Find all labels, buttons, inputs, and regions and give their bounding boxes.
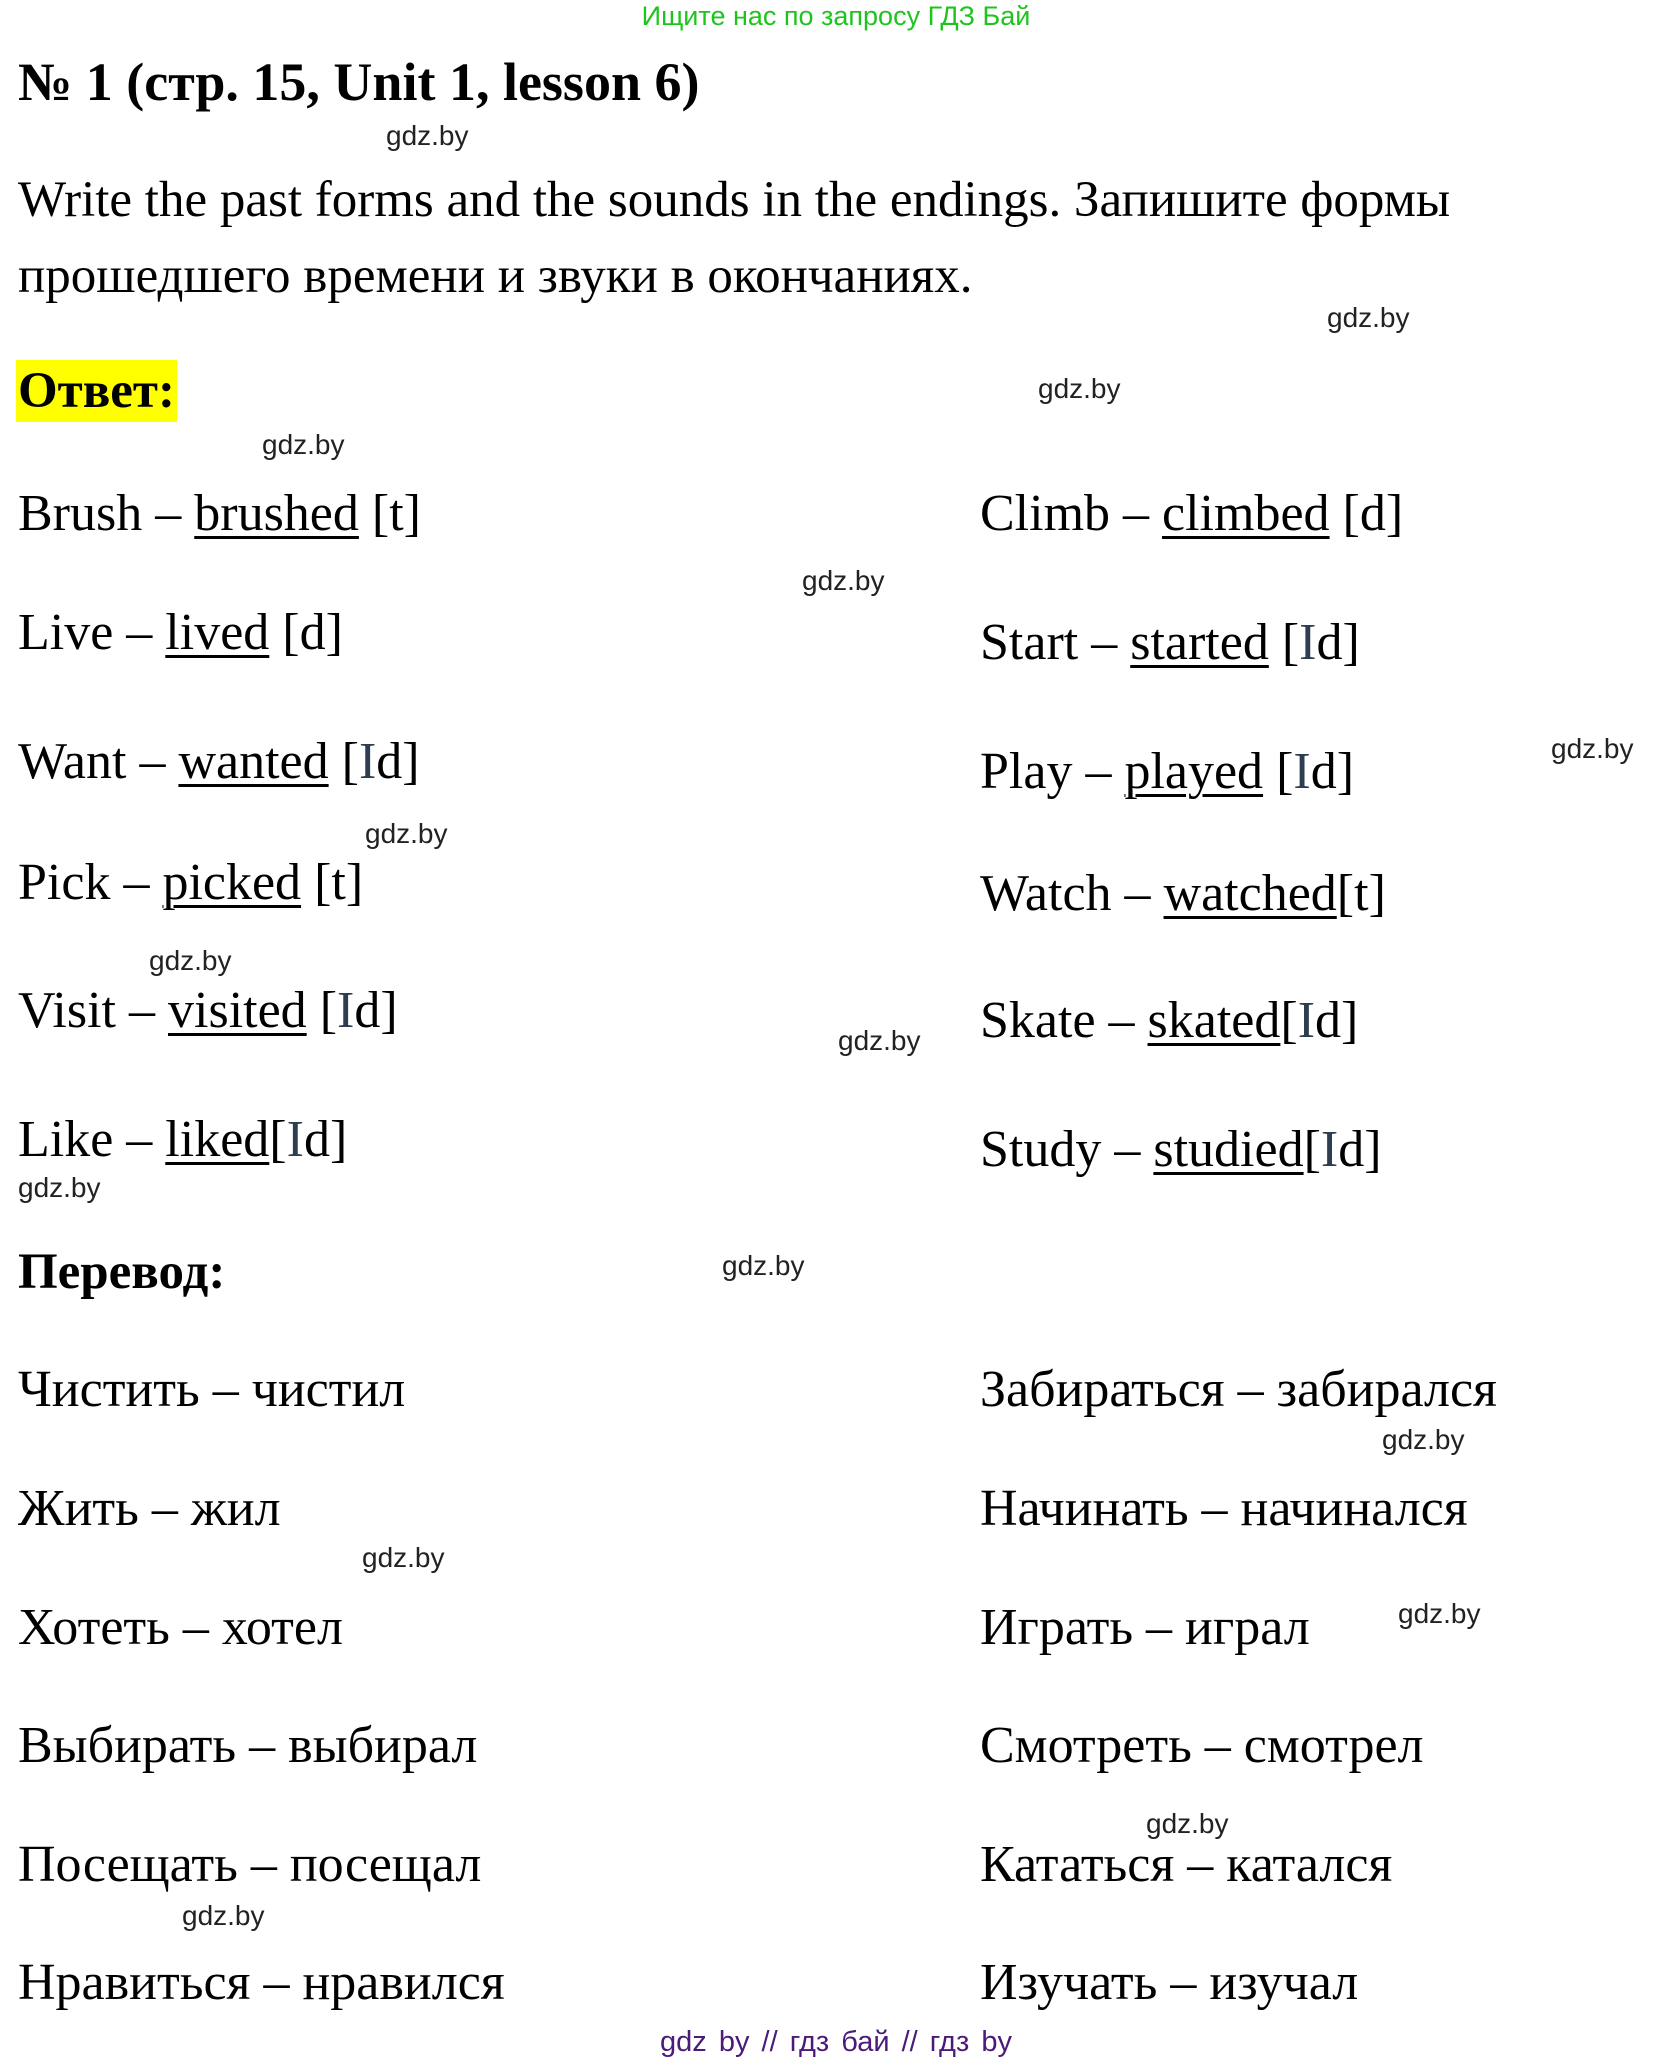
bracket-close: ] [402, 733, 420, 790]
watermark: gdz.by [386, 120, 469, 151]
ending-sound: d [1310, 743, 1337, 800]
search-banner: Ищите нас по запросу ГДЗ Бай [641, 1, 1031, 31]
bracket-close: ] [1342, 614, 1360, 671]
verb-past: started [1130, 614, 1269, 671]
bracket-close: ] [380, 982, 398, 1039]
bracket-open: [ [1303, 1121, 1321, 1178]
verb-base: Visit [18, 982, 117, 1039]
verb-base: Study [980, 1121, 1102, 1178]
ending-sound: d [1338, 1121, 1365, 1178]
watermark: gdz.by [1146, 1808, 1229, 1839]
ending-sound: d [1359, 485, 1386, 542]
translation-item: Забираться – забирался [980, 1361, 1497, 1418]
verb-past: liked [165, 1111, 270, 1168]
verb-past: wanted [178, 733, 329, 790]
translation-item: Хотеть – хотел [18, 1599, 343, 1656]
translation-item: Кататься – катался [980, 1836, 1393, 1893]
watermark: gdz.by [365, 818, 448, 849]
bracket-close: ] [325, 604, 343, 661]
bracket-open: [ [358, 485, 390, 542]
verb-past: visited [168, 982, 307, 1039]
verb-row [980, 611, 1360, 675]
bracket-close: ] [1341, 992, 1359, 1049]
ending-sound: t [389, 485, 404, 542]
verb-base: Like [18, 1111, 114, 1168]
verb-past: skated [1147, 992, 1281, 1049]
bracket-open: [ [1280, 992, 1298, 1049]
watermark: gdz.by [1551, 733, 1634, 764]
answer-label: Ответ: [16, 360, 177, 422]
bracket-open: [ [1336, 865, 1355, 922]
bracket-close: ] [1336, 743, 1355, 800]
dash: – [116, 982, 169, 1039]
watermark: gdz.by [1038, 373, 1121, 404]
translation-item: Смотреть – смотрел [980, 1717, 1424, 1774]
verb-past: picked [162, 854, 302, 911]
ending-sound: t [1354, 865, 1369, 922]
watermark: gdz.by [722, 1250, 805, 1281]
verb-row [980, 1118, 1382, 1182]
dash: – [1111, 865, 1164, 922]
ipa-i: I [358, 733, 377, 790]
ending-sound: d [1315, 992, 1342, 1049]
watermark: gdz.by [362, 1542, 445, 1573]
bracket-close: ] [1385, 485, 1404, 542]
translation-item: Посещать – посещал [18, 1836, 482, 1893]
verb-row [18, 601, 343, 665]
ending-sound: d [354, 982, 381, 1039]
verb-row [980, 740, 1354, 804]
verb-base: Watch [980, 865, 1112, 922]
ending-sound: d [303, 1111, 330, 1168]
verb-base: Brush [18, 485, 143, 542]
bracket-open: [ [1268, 614, 1300, 671]
verb-row [18, 1108, 347, 1172]
verb-row [980, 482, 1403, 546]
ipa-i: I [1320, 1121, 1339, 1178]
watermark: gdz.by [1327, 302, 1410, 333]
bracket-open: [ [269, 1111, 287, 1168]
bracket-close: ] [1368, 865, 1386, 922]
verb-base: Want [18, 733, 127, 790]
dash: – [1072, 743, 1125, 800]
dash: – [1095, 992, 1148, 1049]
dash: – [142, 485, 195, 542]
verb-row [980, 989, 1358, 1053]
verb-base: Pick [18, 854, 111, 911]
footer-watermark: gdz by // гдз бай // гдз by [660, 2026, 1012, 2058]
bracket-close: ] [403, 485, 421, 542]
verb-row [18, 730, 420, 794]
verb-row [18, 979, 398, 1043]
verb-base: Skate [980, 992, 1096, 1049]
ipa-i: I [1297, 992, 1316, 1049]
watermark: gdz.by [18, 1172, 101, 1203]
bracket-open: [ [269, 604, 300, 661]
dash: – [113, 1111, 166, 1168]
ending-sound: d [376, 733, 403, 790]
verb-row [18, 851, 363, 915]
bracket-open: [ [1329, 485, 1360, 542]
verb-past: played [1124, 743, 1264, 800]
watermark: gdz.by [1382, 1424, 1465, 1455]
verb-past: brushed [194, 485, 359, 542]
translation-item: Выбирать – выбирал [18, 1717, 478, 1774]
translation-item: Изучать – изучал [980, 1954, 1359, 2011]
dash: – [126, 733, 179, 790]
verb-past: studied [1153, 1121, 1304, 1178]
ending-sound: t [331, 854, 346, 911]
verb-past: climbed [1162, 485, 1330, 542]
translation-item: Начинать – начинался [980, 1480, 1468, 1537]
ending-sound: d [1316, 614, 1343, 671]
translation-item: Нравиться – нравился [18, 1954, 505, 2011]
translation-item: Играть – играл [980, 1599, 1310, 1656]
instruction-line-1: Write the past forms and the sounds in the endings. Запишите формы [18, 172, 1451, 228]
bracket-close: ] [329, 1111, 348, 1168]
verb-past: lived [165, 604, 270, 661]
ipa-i: I [1293, 743, 1311, 800]
ipa-i: I [337, 982, 355, 1039]
ipa-i: I [1299, 614, 1317, 671]
verb-base: Climb [980, 485, 1111, 542]
verb-base: Start [980, 614, 1079, 671]
instruction-line-2: прошедшего времени и звуки в окончаниях. [18, 248, 973, 304]
bracket-open: [ [1263, 743, 1294, 800]
ipa-i: I [286, 1111, 304, 1168]
bracket-open: [ [301, 854, 332, 911]
dash: – [1078, 614, 1131, 671]
bracket-open: [ [328, 733, 359, 790]
bracket-close: ] [345, 854, 364, 911]
bracket-open: [ [306, 982, 338, 1039]
exercise-title: № 1 (стр. 15, Unit 1, lesson 6) [18, 52, 700, 112]
bracket-close: ] [1364, 1121, 1382, 1178]
verb-row [18, 482, 421, 546]
verb-base: Live [18, 604, 114, 661]
verb-row [980, 862, 1386, 926]
verb-past: watched [1163, 865, 1337, 922]
watermark: gdz.by [149, 945, 232, 976]
watermark: gdz.by [802, 565, 885, 596]
translation-item: Чистить – чистил [18, 1361, 406, 1418]
watermark: gdz.by [182, 1900, 265, 1931]
dash: – [1101, 1121, 1154, 1178]
dash: – [113, 604, 166, 661]
watermark: gdz.by [1398, 1598, 1481, 1629]
translation-label: Перевод: [18, 1244, 226, 1300]
ending-sound: d [299, 604, 326, 661]
dash: – [110, 854, 163, 911]
dash: – [1110, 485, 1163, 542]
verb-base: Play [980, 743, 1073, 800]
translation-item: Жить – жил [18, 1480, 281, 1537]
watermark: gdz.by [262, 429, 345, 460]
watermark: gdz.by [838, 1025, 921, 1056]
